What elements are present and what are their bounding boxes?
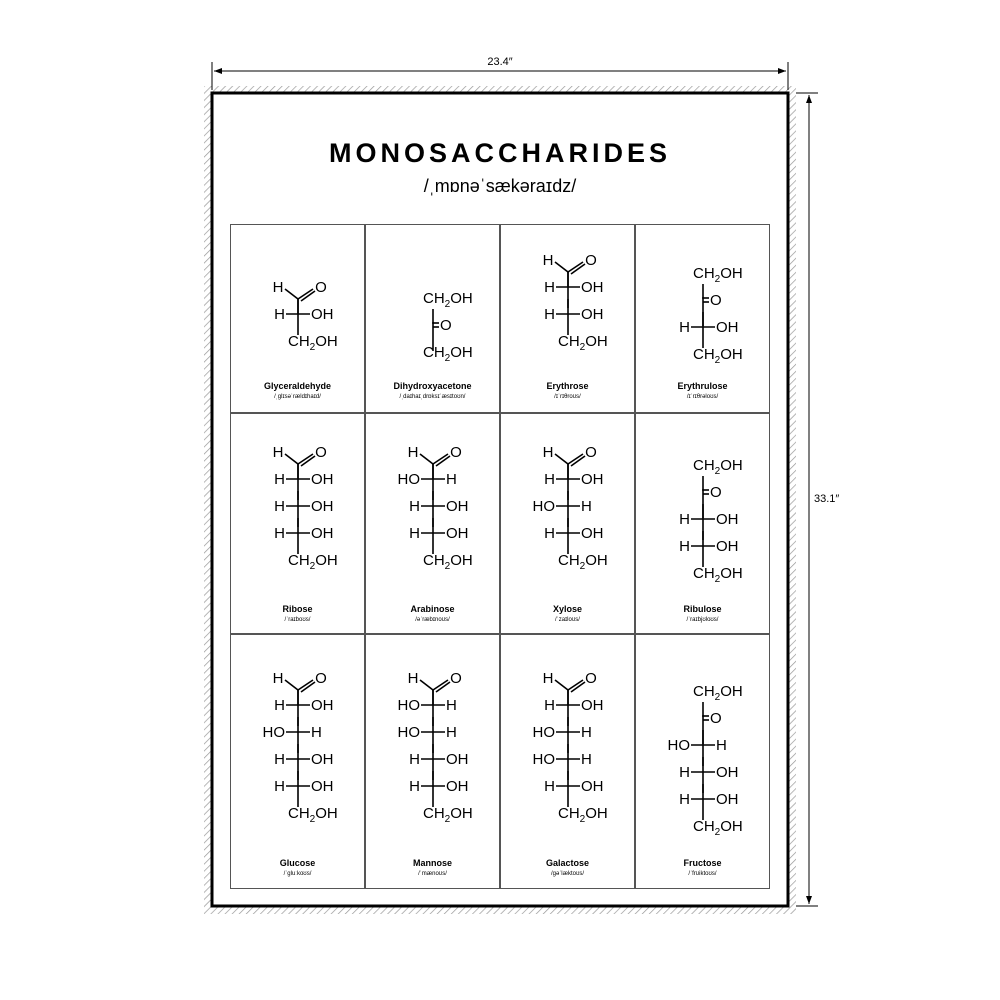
hydroxymethyl-group: $CH_2OH$ xyxy=(288,333,338,353)
sugar-cell-dihydroxyacetone xyxy=(365,224,500,413)
substituent-left: HO xyxy=(667,737,690,754)
substituent-right: OH xyxy=(446,525,469,542)
ketone-oxygen: O xyxy=(710,292,722,309)
substituent-left: H xyxy=(544,778,555,795)
aldehyde-hydrogen: H xyxy=(542,252,554,269)
aldehyde-oxygen: O xyxy=(450,444,462,461)
aldehyde-hydrogen: H xyxy=(272,444,284,461)
sugar-cell-fructose xyxy=(635,634,770,889)
poster-title: MONOSACCHARIDES xyxy=(328,138,671,168)
sugar-name: Dihydroxyacetone xyxy=(393,381,472,391)
aldehyde-oxygen: O xyxy=(315,444,327,461)
sugar-name: Ribose xyxy=(282,604,313,614)
hydroxymethyl-group: $CH_2OH$ xyxy=(558,805,608,825)
substituent-left: H xyxy=(409,751,420,768)
substituent-right: OH xyxy=(446,778,469,795)
hydroxymethyl-group: $CH_2OH$ xyxy=(693,265,743,285)
sugar-pronunciation: /ˌdaɪhaɪˌdrɒksɪˈæsɪtoʊn/ xyxy=(399,394,466,400)
poster-pronunciation: /ˌmɒnəˈsækəraɪdz/ xyxy=(423,176,577,196)
substituent-left: H xyxy=(409,778,420,795)
sugar-pronunciation: /ˈzaɪloʊs/ xyxy=(555,617,580,623)
fischer-projection xyxy=(366,635,501,890)
sugar-cell-ribulose xyxy=(635,413,770,634)
substituent-right: H xyxy=(446,471,457,488)
sugar-name: Ribulose xyxy=(683,604,722,614)
substituent-left: HO xyxy=(397,697,420,714)
substituent-right: OH xyxy=(581,279,604,296)
substituent-right: H xyxy=(581,724,592,741)
hydroxymethyl-group: $CH_2OH$ xyxy=(288,805,338,825)
aldehyde-hydrogen: H xyxy=(542,444,554,461)
sugar-cell-ribose xyxy=(230,413,365,634)
substituent-left: H xyxy=(544,306,555,323)
sugar-pronunciation: /ˈraɪboʊs/ xyxy=(284,617,311,623)
sugar-name: Xylose xyxy=(552,604,583,614)
bond-line xyxy=(285,289,298,299)
sugar-cell-galactose xyxy=(500,634,635,889)
substituent-left: H xyxy=(274,471,285,488)
fischer-projection xyxy=(636,414,771,635)
sugar-name: Glyceraldehyde xyxy=(263,381,332,391)
substituent-right: OH xyxy=(716,319,739,336)
substituent-left: H xyxy=(679,511,690,528)
aldehyde-oxygen: O xyxy=(585,670,597,687)
substituent-left: H xyxy=(544,525,555,542)
bond-line xyxy=(420,680,433,690)
sugar-pronunciation: /ɪˈrɪθrəloʊs/ xyxy=(686,394,719,400)
hydroxymethyl-group: $CH_2OH$ xyxy=(693,565,743,585)
substituent-left: H xyxy=(544,697,555,714)
sugar-pronunciation: /ɡəˈlæktoʊs/ xyxy=(550,871,585,877)
bond-line xyxy=(285,454,298,464)
hydroxymethyl-group: $CH_2OH$ xyxy=(693,683,743,703)
sugar-pronunciation: /ˈmænoʊs/ xyxy=(418,871,447,877)
substituent-left: H xyxy=(274,697,285,714)
substituent-right: OH xyxy=(311,751,334,768)
aldehyde-oxygen: O xyxy=(315,279,327,296)
substituent-right: OH xyxy=(311,697,334,714)
hydroxymethyl-group: $CH_2OH$ xyxy=(693,457,743,477)
substituent-right: OH xyxy=(716,791,739,808)
hydroxymethyl-group: $CH_2OH$ xyxy=(558,333,608,353)
substituent-right: OH xyxy=(716,538,739,555)
sugar-pronunciation: /əˈræbɪnoʊs/ xyxy=(415,617,450,623)
sugar-cell-glyceraldehyde xyxy=(230,224,365,413)
hydroxymethyl-group: $CH_2OH$ xyxy=(288,552,338,572)
substituent-right: OH xyxy=(581,306,604,323)
sugar-cell-arabinose xyxy=(365,413,500,634)
substituent-left: H xyxy=(679,764,690,781)
sugar-cell-erythrulose xyxy=(635,224,770,413)
sugar-cell-glucose xyxy=(230,634,365,889)
sugar-cell-xylose xyxy=(500,413,635,634)
aldehyde-hydrogen: H xyxy=(272,279,284,296)
hydroxymethyl-group: $CH_2OH$ xyxy=(693,346,743,366)
sugar-name: Glucose xyxy=(279,858,316,868)
substituent-right: H xyxy=(311,724,322,741)
hydroxymethyl-group: $CH_2OH$ xyxy=(423,290,473,310)
sugar-name: Erythrose xyxy=(546,381,589,391)
bond-line xyxy=(555,262,568,272)
substituent-left: H xyxy=(409,525,420,542)
fischer-projection xyxy=(366,414,501,635)
aldehyde-hydrogen: H xyxy=(407,444,419,461)
width-label: 23.4″ xyxy=(487,56,513,68)
hydroxymethyl-group: $CH_2OH$ xyxy=(693,818,743,838)
substituent-left: HO xyxy=(532,751,555,768)
substituent-left: H xyxy=(544,279,555,296)
aldehyde-oxygen: O xyxy=(585,444,597,461)
fischer-projection xyxy=(231,635,366,890)
sugar-cell-mannose xyxy=(365,634,500,889)
bond-line xyxy=(555,680,568,690)
sugar-name: Galactose xyxy=(545,858,590,868)
hydroxymethyl-group: $CH_2OH$ xyxy=(423,552,473,572)
substituent-right: OH xyxy=(446,498,469,515)
bond-line xyxy=(285,680,298,690)
sugar-name: Mannose xyxy=(412,858,452,868)
substituent-left: HO xyxy=(262,724,285,741)
substituent-right: OH xyxy=(716,511,739,528)
sugar-pronunciation: /ɪˈrɪθroʊs/ xyxy=(554,394,581,400)
sugar-pronunciation: /ˌɡlɪsəˈrældɪhaɪd/ xyxy=(274,394,321,400)
ketone-oxygen: O xyxy=(440,317,452,334)
substituent-left: H xyxy=(274,751,285,768)
substituent-left: H xyxy=(679,538,690,555)
substituent-right: H xyxy=(446,697,457,714)
hydroxymethyl-group: $CH_2OH$ xyxy=(558,552,608,572)
substituent-right: H xyxy=(446,724,457,741)
sugar-pronunciation: /ˈɡluːkoʊs/ xyxy=(283,871,312,877)
substituent-left: HO xyxy=(397,471,420,488)
substituent-left: H xyxy=(274,525,285,542)
substituent-right: OH xyxy=(716,764,739,781)
substituent-right: OH xyxy=(446,751,469,768)
ketone-oxygen: O xyxy=(710,710,722,727)
substituent-right: OH xyxy=(311,498,334,515)
substituent-left: H xyxy=(274,306,285,323)
aldehyde-hydrogen: H xyxy=(407,670,419,687)
sugar-cell-erythrose xyxy=(500,224,635,413)
substituent-right: H xyxy=(581,751,592,768)
hydroxymethyl-group: $CH_2OH$ xyxy=(423,344,473,364)
substituent-left: H xyxy=(274,778,285,795)
substituent-right: OH xyxy=(581,778,604,795)
sugar-name: Erythrulose xyxy=(677,381,728,391)
sugar-name: Arabinose xyxy=(410,604,455,614)
substituent-right: H xyxy=(581,498,592,515)
substituent-right: H xyxy=(716,737,727,754)
bond-line xyxy=(420,454,433,464)
substituent-left: HO xyxy=(397,724,420,741)
ketone-oxygen: O xyxy=(710,484,722,501)
substituent-right: OH xyxy=(311,471,334,488)
fischer-projection xyxy=(636,635,771,890)
substituent-left: H xyxy=(409,498,420,515)
substituent-right: OH xyxy=(311,525,334,542)
substituent-left: H xyxy=(679,791,690,808)
sugar-pronunciation: /ˈfrʊiktoʊs/ xyxy=(688,871,717,877)
substituent-left: HO xyxy=(532,498,555,515)
substituent-right: OH xyxy=(311,778,334,795)
substituent-right: OH xyxy=(581,525,604,542)
substituent-left: H xyxy=(544,471,555,488)
fischer-projection xyxy=(231,414,366,635)
aldehyde-oxygen: O xyxy=(315,670,327,687)
height-label: 33.1″ xyxy=(814,493,840,505)
aldehyde-hydrogen: H xyxy=(542,670,554,687)
bond-line xyxy=(555,454,568,464)
substituent-left: H xyxy=(679,319,690,336)
substituent-left: H xyxy=(274,498,285,515)
substituent-right: OH xyxy=(581,697,604,714)
sugar-name: Fructose xyxy=(683,858,722,868)
substituent-left: HO xyxy=(532,724,555,741)
aldehyde-oxygen: O xyxy=(585,252,597,269)
sugar-pronunciation: /ˈraɪbjʊloʊs/ xyxy=(686,617,719,623)
fischer-projection xyxy=(501,635,636,890)
aldehyde-hydrogen: H xyxy=(272,670,284,687)
substituent-right: OH xyxy=(581,471,604,488)
fischer-projection xyxy=(501,414,636,635)
substituent-right: OH xyxy=(311,306,334,323)
sugar-grid xyxy=(230,224,770,889)
aldehyde-oxygen: O xyxy=(450,670,462,687)
hydroxymethyl-group: $CH_2OH$ xyxy=(423,805,473,825)
